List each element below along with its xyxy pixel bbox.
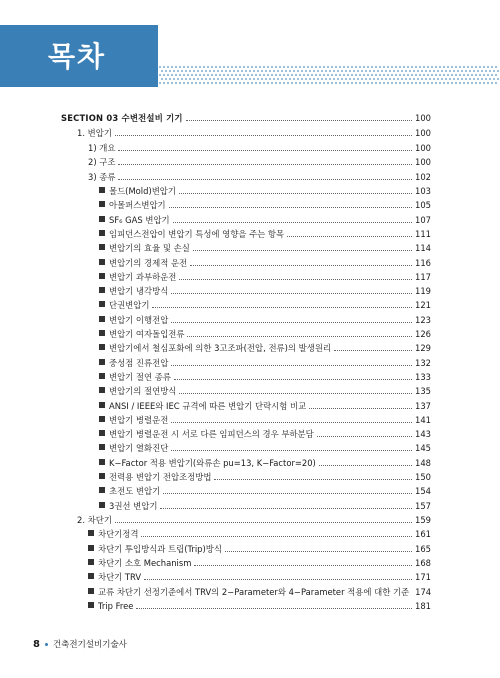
square-bullet-icon xyxy=(99,459,105,465)
toc-item-label: 차단기 소호 Mechanism xyxy=(98,558,192,568)
square-bullet-icon xyxy=(99,216,105,222)
page-title: 목차 xyxy=(48,40,107,73)
dot-leader xyxy=(287,236,412,237)
toc-item-label: 단권변압기 xyxy=(109,300,150,310)
toc-item-row[interactable] xyxy=(88,569,431,582)
dot-leader xyxy=(171,322,412,323)
header-dot-pattern xyxy=(158,65,500,87)
toc-item-label: 변압기 절연 종류 xyxy=(109,372,171,382)
dot-leader xyxy=(173,222,412,223)
dot-leader xyxy=(118,164,412,165)
footer-page-number: 8 xyxy=(33,638,40,650)
dot-leader xyxy=(334,350,412,351)
footer-publication: 건축전기설비기술사 xyxy=(52,640,127,650)
toc-item-label: 3권선 변압기 xyxy=(109,501,158,511)
toc-item-label: 차단기정격 xyxy=(98,529,139,539)
toc-item-row[interactable] xyxy=(99,326,431,339)
dot-leader xyxy=(163,493,412,494)
toc-item-row[interactable] xyxy=(99,297,431,310)
toc-item-row[interactable] xyxy=(99,455,431,468)
toc-section-row[interactable] xyxy=(61,110,431,123)
toc-item-row[interactable] xyxy=(99,183,431,196)
square-bullet-icon xyxy=(88,545,94,551)
toc-item-label: 중성점 진류전압 xyxy=(109,358,169,368)
toc-item-page: 121 xyxy=(415,300,431,310)
dot-leader xyxy=(152,307,412,308)
dot-leader xyxy=(214,479,412,480)
square-bullet-icon xyxy=(99,316,105,322)
dot-leader xyxy=(319,465,412,466)
dot-leader xyxy=(187,336,412,337)
toc-subsection-label: 1) 개요 xyxy=(88,143,116,153)
toc-item-row[interactable] xyxy=(99,255,431,268)
toc-item-page: 148 xyxy=(415,458,431,468)
toc-item-page: 165 xyxy=(415,544,431,554)
square-bullet-icon xyxy=(99,502,105,508)
square-bullet-icon xyxy=(99,402,105,408)
dot-leader xyxy=(186,120,412,121)
toc-item-row[interactable] xyxy=(99,383,431,396)
dot-leader xyxy=(193,250,412,251)
toc-item-page: 105 xyxy=(415,200,431,210)
toc-item-label: 변압기 열화진단 xyxy=(109,443,169,453)
toc-subsection-page: 100 xyxy=(415,157,431,167)
toc-item-row[interactable] xyxy=(99,498,431,511)
square-bullet-icon xyxy=(88,530,94,536)
toc-item-row[interactable] xyxy=(99,283,431,296)
toc-item-label: SF₆ GAS 변압기 xyxy=(109,215,170,225)
dot-leader xyxy=(115,522,412,523)
dot-leader xyxy=(115,135,412,136)
toc-item-label: 전력용 변압기 전압조정방법 xyxy=(109,472,212,482)
toc-item-page: 107 xyxy=(415,215,431,225)
toc-item-label: 몰드(Mold)변압기 xyxy=(109,186,176,196)
toc-item-label: K−Factor 적용 변압기(와류손 pu=13, K−Factor=20) xyxy=(109,458,316,468)
toc-item-label: 변압기 여자돌입전류 xyxy=(109,329,185,339)
square-bullet-icon xyxy=(99,187,105,193)
toc-chapter-row[interactable] xyxy=(77,512,431,525)
toc-item-row[interactable] xyxy=(99,440,431,453)
toc-item-page: 116 xyxy=(415,258,431,268)
page-header xyxy=(0,0,500,92)
toc-item-label: 차단기 TRV xyxy=(98,572,142,582)
toc-item-page: 137 xyxy=(415,401,431,411)
square-bullet-icon xyxy=(99,387,105,393)
dot-leader xyxy=(171,365,412,366)
toc-item-row[interactable] xyxy=(88,598,431,611)
dot-leader xyxy=(136,608,412,609)
toc-item-row[interactable] xyxy=(99,269,431,282)
square-bullet-icon xyxy=(99,244,105,250)
dot-leader xyxy=(171,293,412,294)
toc-item-label: 변압기에서 철심포화에 의한 3고조파(전압, 전류)의 발생원리 xyxy=(109,343,332,353)
square-bullet-icon xyxy=(99,359,105,365)
toc-item-row[interactable] xyxy=(99,426,431,439)
toc-item-row[interactable] xyxy=(99,398,431,411)
toc-item-row[interactable] xyxy=(99,240,431,253)
toc-item-row[interactable] xyxy=(99,212,431,225)
toc-item-page: 174 xyxy=(415,587,432,597)
toc-item-row[interactable] xyxy=(99,226,431,239)
dot-leader xyxy=(160,508,412,509)
toc-item-row[interactable] xyxy=(88,526,431,539)
toc-item-label: 임피던스전압이 변압기 특성에 영향을 주는 항목 xyxy=(109,229,285,239)
toc-item-label: 변압기의 절연방식 xyxy=(109,386,177,396)
square-bullet-icon xyxy=(88,573,94,579)
toc-subsection-row[interactable] xyxy=(88,154,431,167)
toc-item-row[interactable] xyxy=(88,584,431,597)
toc-subsection-label: 2) 구조 xyxy=(88,157,116,167)
toc-item-page: 141 xyxy=(415,415,431,425)
toc-chapter-page: 159 xyxy=(415,515,431,525)
toc-item-page: 111 xyxy=(415,229,431,239)
bullet-dot-icon xyxy=(45,643,48,646)
dot-leader xyxy=(309,408,412,409)
toc-chapter-label: 2. 차단기 xyxy=(77,515,112,525)
square-bullet-icon xyxy=(99,273,105,279)
toc-item-page: 143 xyxy=(415,429,431,439)
toc-item-label: Trip Free xyxy=(98,601,134,611)
toc-item-page: 103 xyxy=(415,186,431,196)
square-bullet-icon xyxy=(88,588,94,594)
toc-item-label: 아몰퍼스변압기 xyxy=(109,200,166,210)
square-bullet-icon xyxy=(99,444,105,450)
toc-subsection-row[interactable] xyxy=(88,169,431,182)
dot-leader xyxy=(171,450,412,451)
dot-leader xyxy=(118,150,412,151)
toc-item-row[interactable] xyxy=(99,412,431,425)
square-bullet-icon xyxy=(99,287,105,293)
toc-item-label: ANSI / IEEE와 IEC 규격에 따른 변압기 단락시험 비교 xyxy=(109,401,307,411)
toc-item-page: 135 xyxy=(415,386,431,396)
dot-leader xyxy=(169,207,412,208)
square-bullet-icon xyxy=(99,430,105,436)
toc-item-row[interactable] xyxy=(99,197,431,210)
toc-item-page: 129 xyxy=(415,343,431,353)
toc-item-page: 132 xyxy=(415,358,431,368)
toc-section-label: SECTION 03 수변전설비 기기 xyxy=(61,113,183,123)
toc-item-label: 변압기 과부하운전 xyxy=(109,272,177,282)
toc-item-row[interactable] xyxy=(88,555,431,568)
toc-item-row[interactable] xyxy=(99,469,431,482)
toc-item-label: 변압기의 효율 및 손실 xyxy=(109,243,190,253)
toc-item-row[interactable] xyxy=(99,483,431,496)
toc-item-page: 145 xyxy=(415,443,431,453)
square-bullet-icon xyxy=(88,602,94,608)
toc-item-page: 119 xyxy=(415,286,431,296)
toc-item-page: 181 xyxy=(415,601,431,611)
toc-item-page: 157 xyxy=(415,501,431,511)
dot-leader xyxy=(179,279,412,280)
toc-item-page: 133 xyxy=(415,372,431,382)
toc-chapter-row[interactable] xyxy=(77,125,431,138)
toc-item-page: 154 xyxy=(415,486,431,496)
toc-item-label: 변압기 이행전압 xyxy=(109,315,169,325)
square-bullet-icon xyxy=(99,201,105,207)
square-bullet-icon xyxy=(99,230,105,236)
dot-leader xyxy=(144,579,412,580)
toc-section-page: 100 xyxy=(415,113,431,123)
toc-item-label: 차단기 투입방식과 트립(Trip)방식 xyxy=(98,544,222,554)
page-footer xyxy=(33,638,127,650)
toc-item-page: 161 xyxy=(415,529,431,539)
toc-item-page: 126 xyxy=(415,329,431,339)
toc-item-label: 변압기 냉각방식 xyxy=(109,286,169,296)
dot-leader xyxy=(179,193,412,194)
square-bullet-icon xyxy=(99,473,105,479)
toc-item-label: 변압기 병렬운전 시 서로 다른 임피던스의 경우 부하분담 xyxy=(109,429,314,439)
toc-item-row[interactable] xyxy=(99,312,431,325)
toc-item-label: 초전도 변압기 xyxy=(109,486,161,496)
square-bullet-icon xyxy=(99,373,105,379)
toc-subsection-label: 3) 종류 xyxy=(88,172,116,182)
toc-subsection-page: 100 xyxy=(415,143,431,153)
toc-item-row[interactable] xyxy=(99,355,431,368)
square-bullet-icon xyxy=(99,487,105,493)
square-bullet-icon xyxy=(99,301,105,307)
toc-item-page: 171 xyxy=(415,572,431,582)
toc-item-label: 교류 차단기 선정기준에서 TRV의 2−Parameter와 4−Parameter 적용에 대한 기준 xyxy=(98,587,410,597)
dot-leader xyxy=(179,393,412,394)
toc-item-row[interactable] xyxy=(99,369,431,382)
dot-leader xyxy=(194,565,412,566)
square-bullet-icon xyxy=(99,344,105,350)
dot-leader xyxy=(171,422,412,423)
dot-leader xyxy=(174,379,412,380)
dot-leader xyxy=(225,551,412,552)
dot-leader xyxy=(141,536,412,537)
toc-item-page: 114 xyxy=(415,243,431,253)
toc-chapter-label: 1. 변압기 xyxy=(77,128,112,138)
toc-item-row[interactable] xyxy=(99,340,431,353)
toc-item-page: 117 xyxy=(415,272,431,282)
toc-item-row[interactable] xyxy=(88,541,431,554)
toc-item-page: 168 xyxy=(415,558,431,568)
square-bullet-icon xyxy=(99,330,105,336)
square-bullet-icon xyxy=(99,259,105,265)
toc-subsection-row[interactable] xyxy=(88,140,431,153)
square-bullet-icon xyxy=(99,416,105,422)
toc-item-page: 123 xyxy=(415,315,431,325)
toc-subsection-page: 102 xyxy=(415,172,431,182)
dot-leader xyxy=(317,436,412,437)
toc-item-page: 150 xyxy=(415,472,431,482)
toc-item-label: 변압기 병렬운전 xyxy=(109,415,169,425)
dot-leader xyxy=(190,265,412,266)
toc-item-label: 변압기의 경제적 운전 xyxy=(109,258,188,268)
dot-leader xyxy=(118,179,412,180)
square-bullet-icon xyxy=(88,559,94,565)
toc-chapter-page: 100 xyxy=(415,128,431,138)
